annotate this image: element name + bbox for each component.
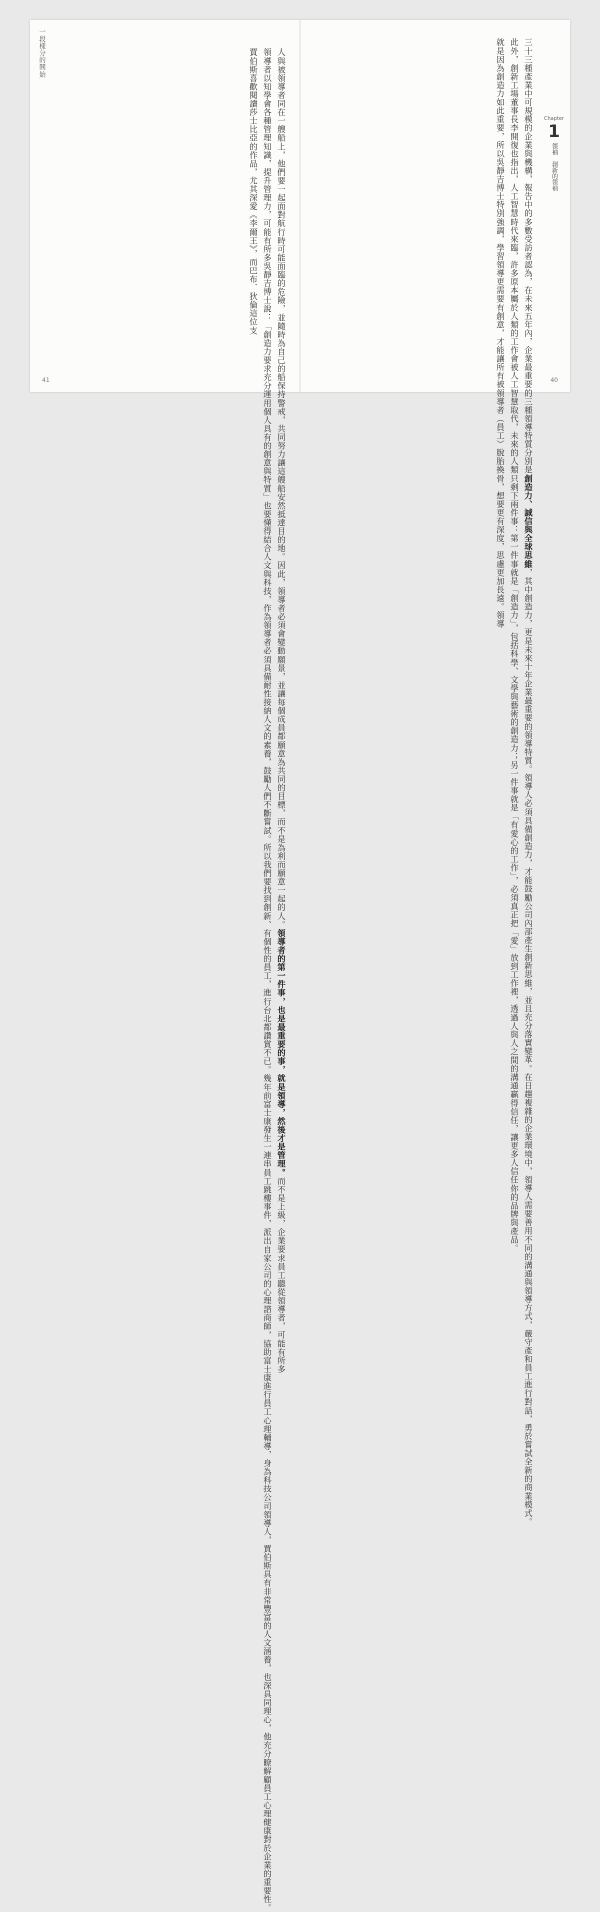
chapter-small-label: Chapter	[544, 116, 564, 122]
text-run: ，其中創造力，	[524, 568, 534, 628]
text-run: 康對於企業的重要性。	[263, 1826, 273, 1912]
right-page-body-text	[494, 38, 536, 1526]
text-run: 溝通與領導方式，嚴守產和員工進行對話，勇於嘗試全新的商業模式。	[524, 1260, 534, 1526]
text-run: 人與被領導者同在一艘船上，他們要一起面對航行時可能面臨的	[277, 48, 287, 288]
text-run: 三十三種產業中可規模的企業與機構，報告中的多數受訪者認為，在未來五年	[524, 38, 534, 329]
text-run: 創新思維，並且充分落實變革。在日趨複雜的企業環境中，領導人需要善用不同的	[524, 952, 534, 1261]
page-number-right: 40	[550, 377, 558, 384]
book-spread	[30, 20, 570, 1912]
paragraph	[494, 38, 508, 628]
paragraph	[247, 48, 261, 364]
chapter-number: 1	[548, 122, 560, 142]
text-run: 內，企業最重要的三種領導特質分別是	[524, 328, 534, 475]
left-page	[30, 20, 299, 1912]
text-run: 領導者以知學會各種管理知識，提升管理力，可能有所多	[263, 48, 273, 262]
text-run: 而不是上級，企業要求員工聽從領導者，可能有所多	[277, 1176, 287, 1374]
chapter-mark	[544, 116, 564, 191]
paragraph	[275, 48, 289, 1374]
text-run: 意，才能讓所有被領導者（員工）脫胎換骨，想要更有深度，思慮更加長遠。領導	[496, 320, 506, 628]
left-page-body-text	[247, 48, 289, 1912]
paragraph	[508, 38, 522, 1253]
text-run: 任你的品牌與產品。	[510, 1175, 520, 1253]
text-run: 包括科學、文學與藝術的創造力；另一件事就是「有愛心的工	[510, 632, 520, 864]
text-run: 也要懂得結合人文與科技，作為領導者必須具備耐性接納人文的素養，	[263, 501, 273, 767]
right-page	[301, 20, 570, 1526]
running-head: 一段樣分的開始	[38, 28, 46, 78]
chapter-subtitle: 創新的領袖	[550, 161, 558, 191]
paragraph	[261, 48, 275, 1912]
text-run: 派出自家公司的心理諮商師，協助富士康進行員工心理輔導，身為科技公司領導	[263, 1227, 273, 1528]
text-run: 進行台北都讚賞不已。幾年前富士康發生一連串員工跳樓事件，	[263, 988, 273, 1228]
text-run: 就是因為創造力如此重要，所以吳靜吉博士特別強調，學習領導更需要有創	[496, 38, 506, 321]
text-run: 的工作會被人工智慧取代，未來的人類只剩下兩件事：第一件事就是「創造力」，	[510, 328, 520, 633]
text-run: 危險，並隨時為自己的船保持警戒，共同努力讓這艘	[277, 287, 287, 485]
text-run: 船安然抵達目的地。因此，領導者必須會變動願景，	[277, 484, 287, 681]
bold-text: 領導者的第一件事，也是最重要的事，就是領導，然後才是管理。	[277, 928, 287, 1177]
book-gutter	[299, 20, 301, 392]
text-run: 為利而願意一起的人。	[277, 843, 287, 929]
bold-text: 創造力、誠信與全球思維	[524, 474, 534, 569]
paragraph	[522, 38, 536, 1526]
text-run: 人，賈伯斯具有非常豐富的人文涵養，也深具同理心，他充分瞭解顧員工心理健	[263, 1527, 273, 1827]
chapter-label: 領袖	[550, 143, 558, 155]
page-number-left: 41	[42, 377, 50, 384]
text-run: 此外，創新工場董事長李開復也指出，人工智慧時代來臨，許多原本屬於人類	[510, 38, 520, 329]
text-run: 賈伯斯喜歡閱讀莎士比亞的作品，尤其深愛《李爾王》，而巴布．狄倫這位支	[249, 48, 259, 335]
text-run: 並讓每個成員都願意為共同的目標，而不是	[277, 680, 287, 844]
text-run: 更是未來十年企業最重要的領導特質。領導人必須具備創造力，才能鼓勵公司內部產生	[524, 627, 534, 953]
text-run: 作」，必須真正把「愛」放到工作裡，透過人與人之間的溝通贏得信任，讓更多人信	[510, 863, 520, 1176]
text-run: 鼓勵人們不斷嘗試。所以我們要找到創新、有個性的員工，	[263, 766, 273, 989]
text-run: 吳靜吉博士說：「創造力要求充分運用個人具有的創意與特質」	[263, 261, 273, 502]
